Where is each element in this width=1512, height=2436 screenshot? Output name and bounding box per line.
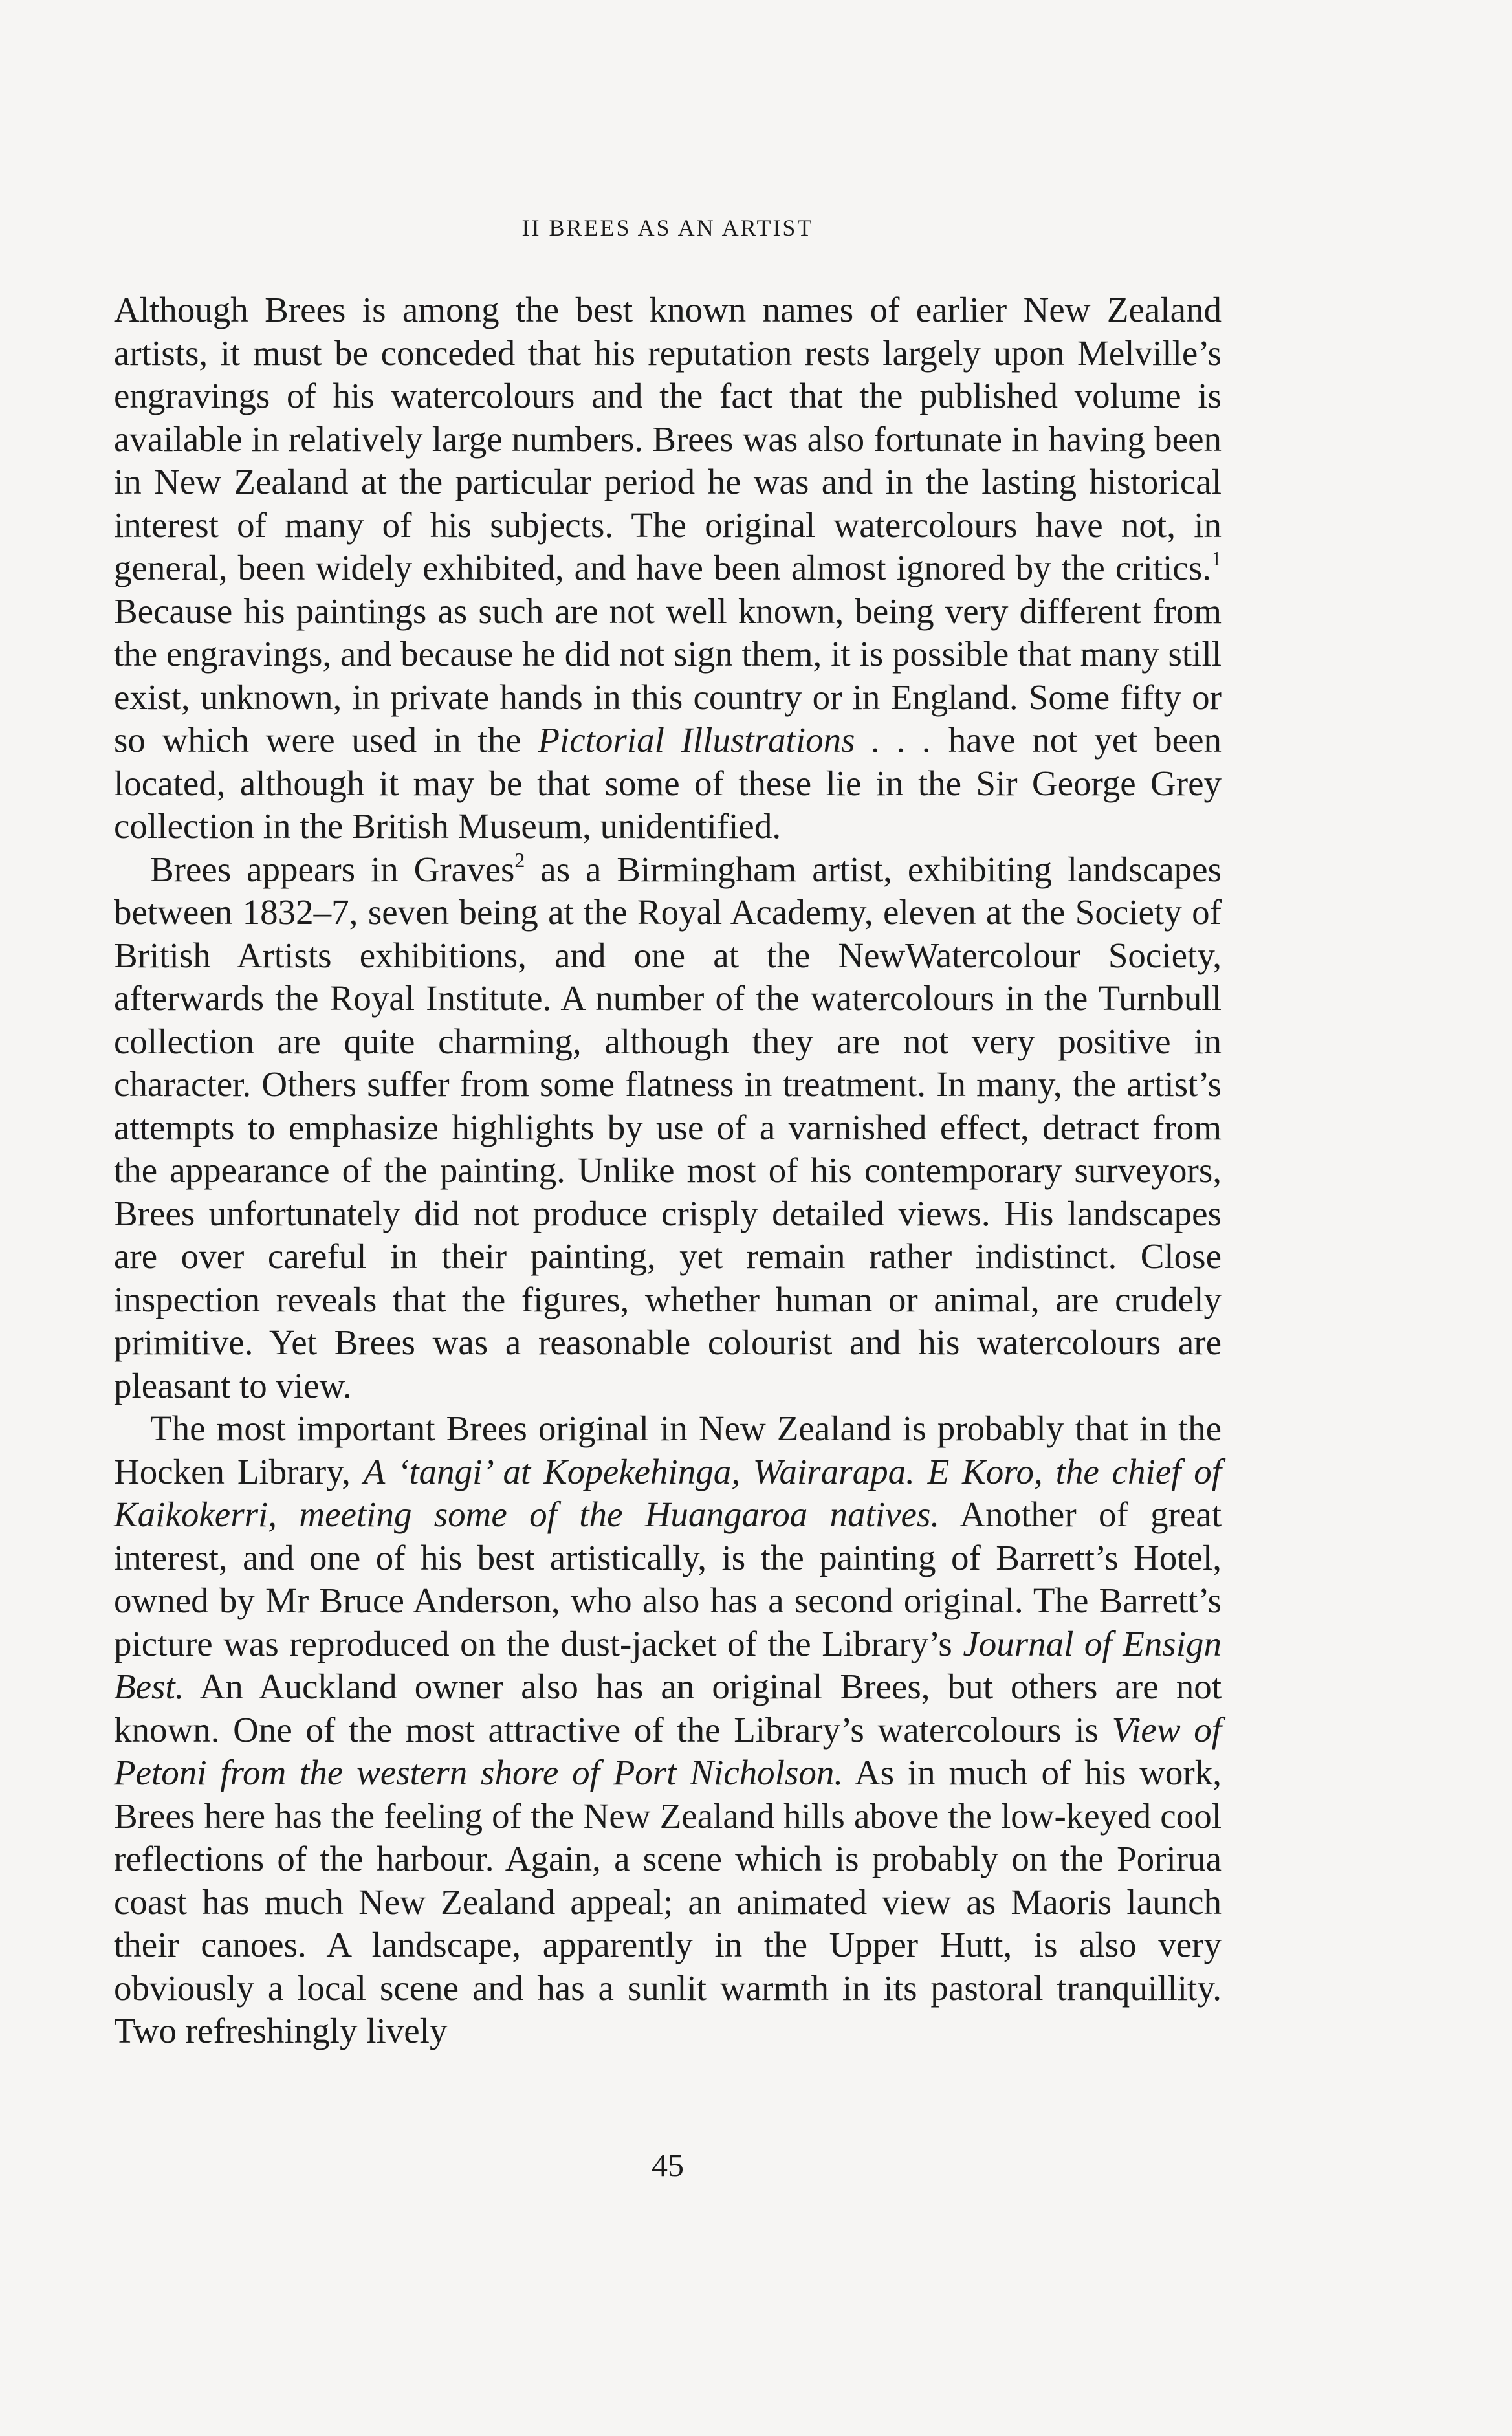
footnote-ref-1: 1 — [1211, 547, 1222, 570]
text-segment: As in much of his work, Brees here has the feeling of the New Zealand hills above the low-keyed cool reflections of the harbour. Again, a scene which is probably on the Porirua coast has much New Zealand appeal; an animated view as Maoris launch their canoes. A landscape, apparently in the Upper Hutt, is also very obviously a local scene and has a sunlit warmth in its pastoral tranquillity. Two refreshingly lively — [114, 1753, 1222, 2050]
running-head: II BREES AS AN ARTIST — [521, 215, 814, 241]
paragraph-1 — [114, 289, 1222, 848]
paragraph-3 — [114, 1407, 1222, 2053]
text-segment: Another of great interest, and one of his best artistically, is the painting of Barrett’s Hotel, owned by Mr Bruce Anderson, who also has a second original. The Barrett’s picture was reproduced on the dust-jacket of the Library’s — [114, 1495, 1222, 1663]
text-segment: Although Brees is among the best known names of earlier New Zealand artists, it must be conceded that his reputation rests largely upon Melville’s engravings of his watercolours and the fact that the published volume is available in relatively large numbers. Brees was also fortunate in having been in New Zealand at the particular period he was and in the lasting historical interest of many of his subjects. The original watercolours have not, in general, been widely exhibited, and have been almost ignored by the critics. — [114, 290, 1222, 587]
body-text — [114, 289, 1222, 2053]
italic-title: A ‘tangi’ at Kopekehinga, Wairarapa. E Koro, the chief of Kaikokerri, meeting some of the Huangaroa natives. — [114, 1451, 1222, 1534]
footnote-ref-2: 2 — [514, 848, 525, 872]
text-segment: as a Birmingham artist, exhibiting landscapes between 1832–7, seven being at the Royal Academy, eleven at the Society of British Artists exhibitions, and one at the NewWatercolour Society, afterwards the Royal Institute. A number of the watercolours in the Turnbull collection are quite charming, although they are not very positive in character. Others suffer from some flatness in treatment. In many, the artist’s attempts to emphasize highlights by use of a varnished effect, detract from the appearance of the painting. Unlike most of his contemporary surveyors, Brees unfortunately did not produce crisply detailed views. His landscapes are over careful in their painting, yet remain rather indistinct. Close inspection reveals that the figures, whether human or animal, are crudely primitive. Yet Brees was a reasonable colourist and his watercolours are pleasant to view. — [114, 849, 1222, 1405]
text-segment: have not yet been located, although it may be that some of these lie in the Sir George Grey collection in the British Museum, unidentified. — [114, 720, 1222, 846]
text-segment: An Auckland owner also has an original Brees, but others are not known. One of the most attractive of the Library’s watercolours is — [114, 1667, 1222, 1750]
italic-title: Pictorial Illustrations . . . — [538, 720, 932, 760]
text-segment: Because his paintings as such are not well known, being very different from the engravings, and because he did not sign them, it is possible that many still exist, unknown, in private hands in this country or in England. Some fifty or so which were used in the — [114, 591, 1222, 760]
text-segment: Brees appears in Graves — [150, 849, 515, 889]
text-segment: The most important Brees original in New Zealand is probably that in the Hocken Library, — [114, 1409, 1222, 1491]
page-number: 45 — [652, 2147, 684, 2183]
italic-title: View of Petoni from the western shore of Port Nicholson. — [114, 1709, 1222, 1792]
paragraph-2 — [114, 848, 1222, 1408]
italic-title: Journal of Ensign Best. — [114, 1623, 1222, 1706]
